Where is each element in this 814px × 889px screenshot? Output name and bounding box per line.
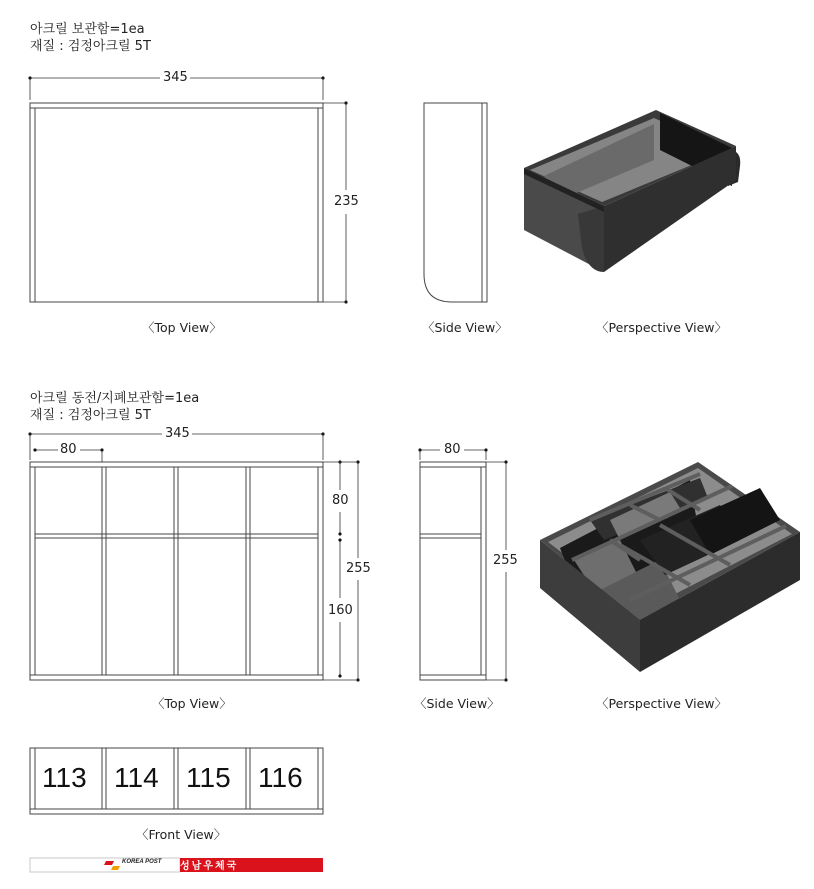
section2-side-height-label: 255 [493,553,518,568]
section2-title: 아크릴 동전/지폐보관함=1ea [30,391,200,406]
section1-perspective-caption: 〈Perspective View〉 [596,320,728,335]
section2-lower-height-label: 160 [328,603,353,618]
section2-compartment-label: 80 [60,442,77,457]
section2-side-depth-label: 80 [444,442,461,457]
section3-front-caption: 〈Front View〉 [136,827,227,842]
section2-top-view [30,462,323,680]
section1-width-label: 345 [163,70,188,85]
section1-side-caption: 〈Side View〉 [422,320,508,335]
section1-height-label: 235 [334,194,359,209]
front-label-116: 116 [258,762,303,793]
front-label-114: 114 [114,762,159,793]
section2-perspective-caption: 〈Perspective View〉 [596,696,728,711]
section1-title: 아크릴 보관함=1ea [30,22,145,37]
section2-top-caption: 〈Top View〉 [152,696,232,711]
front-label-115: 115 [186,762,231,793]
section2-side-view [420,462,486,680]
section2-width-label: 345 [165,426,190,441]
section2-material: 재질 : 검정아크릴 5T [30,408,151,423]
front-label-113: 113 [42,762,87,793]
section2-upper-height-label: 80 [332,493,349,508]
section1-perspective [524,110,740,272]
footer-strip [30,858,323,872]
section1-material: 재질 : 검정아크릴 5T [30,39,151,54]
section2-perspective [540,462,800,672]
footer-logo-text: KOREA POST [122,859,162,865]
section1-side-view [424,103,487,302]
section1-top-view [30,103,323,302]
footer-office-name: 성남우체국 [180,861,239,872]
section2-total-height-label: 255 [346,561,371,576]
section1-top-caption: 〈Top View〉 [142,320,222,335]
section2-side-caption: 〈Side View〉 [414,696,500,711]
